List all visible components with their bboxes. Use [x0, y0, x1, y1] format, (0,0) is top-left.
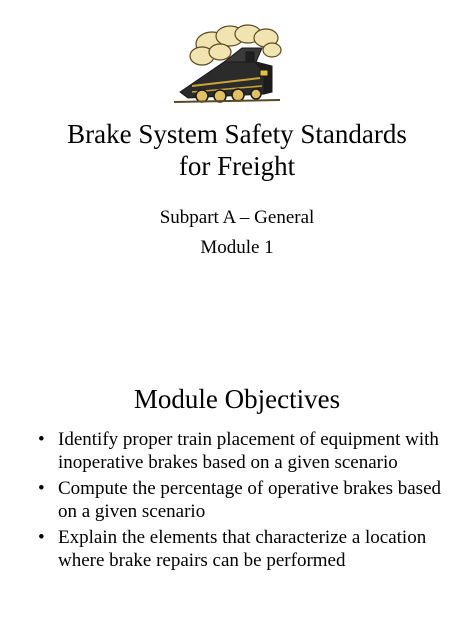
- objective-text: Identify proper train placement of equipment with inoperative brakes based on a given scenario: [58, 429, 439, 473]
- objective-item: [36, 428, 446, 474]
- objective-text: Compute the percentage of operative brakes based on a given scenario: [58, 478, 442, 522]
- objective-item: [36, 526, 446, 572]
- slide-title: [0, 118, 474, 182]
- slide-title-line-2: for Freight: [178, 151, 296, 181]
- slide-subtitle-module: Module 1: [200, 237, 274, 258]
- bullet-icon: •: [38, 429, 45, 450]
- steam-locomotive-icon: [172, 22, 284, 104]
- bullet-icon: •: [38, 527, 45, 548]
- slide-subtitle-subpart: Subpart A – General: [159, 207, 315, 228]
- objectives-heading: Module Objectives: [133, 384, 341, 414]
- objective-text: Explain the elements that characterize a location where brake repairs can be performed: [58, 527, 427, 571]
- objectives-list: [36, 428, 446, 575]
- objective-item: [36, 477, 446, 523]
- bullet-icon: •: [38, 478, 45, 499]
- slide-title-line-1: Brake System Safety Standards: [67, 119, 407, 149]
- objectives-slide: [0, 330, 474, 632]
